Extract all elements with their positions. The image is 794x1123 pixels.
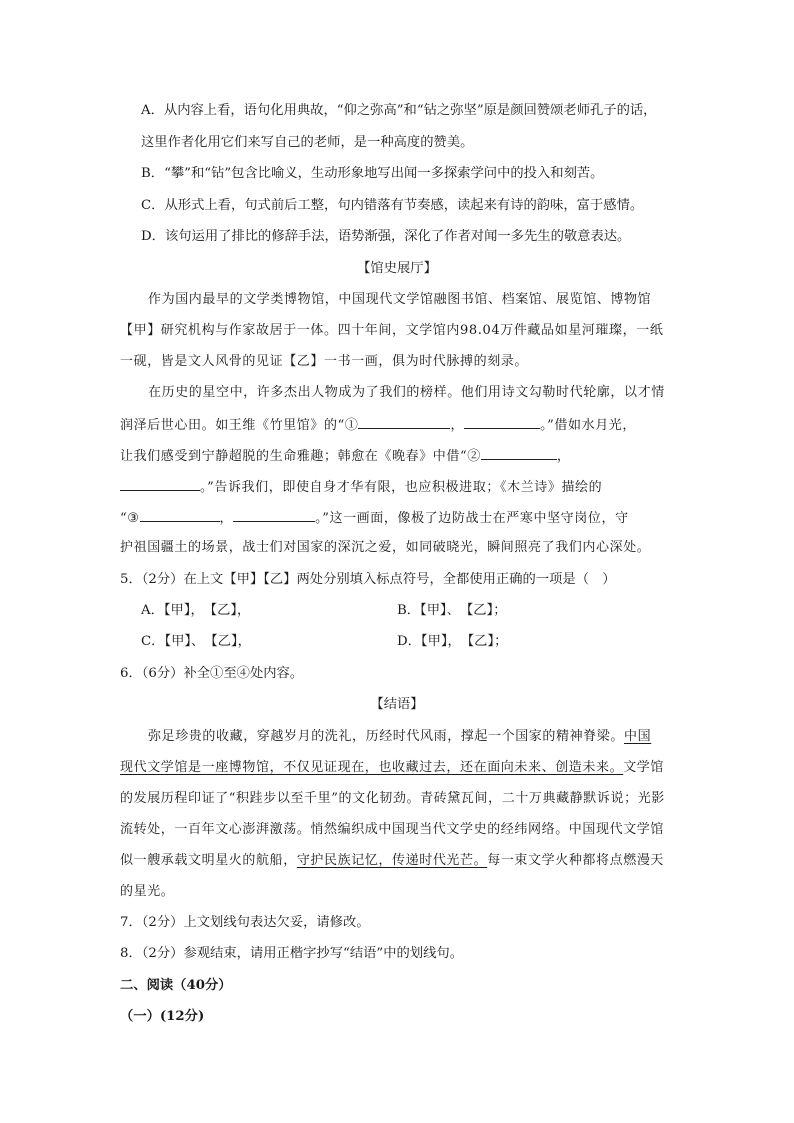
end-line3: 的发展历程印证了“积跬步以至千里”的文化韧劲。青砖黛瓦间，二十万典藏静默诉说；光影 [120, 791, 665, 806]
end-line6: 的星光。 [120, 884, 175, 899]
hall-p1-line1: 作为国内最早的文学类博物馆，中国现代文学馆融图书馆、档案馆、展览馆、博物馆 [148, 292, 652, 307]
hall-p1-line2: 【甲】研究机构与作家故居于一体。四十年间，文学馆内98.04万件藏品如星河璀璨，一纸 [120, 323, 664, 338]
fill-blank-3b[interactable] [233, 507, 315, 522]
hall-p2-line4: 。”告诉我们，即使自身才华有限，也应积极进取；《木兰诗》描绘的 [120, 476, 602, 498]
end-line2: 现代文学馆是一座博物馆，不仅见证现在，也收藏过去，还在面向未来、创造未来。文学馆 [120, 760, 665, 775]
hall-p2-line3: 让我们感受到宁静超脱的生命雅趣；韩愈在《晚春》中借“② ， [120, 445, 570, 467]
q5-option-d[interactable]: D．【甲】， 【乙】； [397, 634, 508, 649]
underlined-sentence-2: 守护民族记忆，传递时代光芒。 [296, 853, 488, 868]
hall-p2-line5: “③ ， 。”这一画面，像极了边防战士在严寒中坚守岗位，守 [120, 507, 629, 529]
section-title-end: 【结语】 [370, 697, 424, 712]
q5-stem: 5．（2分）在上文【甲】【乙】两处分别填入标点符号，全都使用正确的一项是（ ） [120, 572, 616, 587]
end-line1: 弥足珍贵的收藏，穿越岁月的洗礼，历经时代风雨，撑起一个国家的精神脊梁。中国 [148, 729, 652, 744]
fill-blank-2a[interactable] [481, 445, 557, 460]
hall-p2-line2: 润泽后世心田。如王维《竹里馆》的“① ， 。”借如水月光， [120, 414, 636, 436]
option-c: C．从形式上看，句式前后工整，句内错落有节奏感，读起来有诗的韵味，富于感情。 [141, 198, 644, 213]
end-line5: 似一艘承载文明星火的航船，守护民族记忆，传递时代光芒。每一束文学火种都将点燃漫天 [120, 853, 665, 868]
q8-stem: 8．（2分）参观结束，请用正楷字抄写“结语”中的划线句。 [120, 946, 463, 961]
option-a-line1: A．从内容上看，语句化用典故，“仰之弥高”和“钻之弥坚”原是颜回赞颂老师孔子的话， [141, 103, 657, 118]
part2-title: 二、阅读（40分） [120, 978, 232, 993]
q5-option-c[interactable]: C．【甲】、 【乙】， [141, 634, 251, 649]
end-line4: 流转处，一百年文心澎湃激荡。悄然编织成中国现当代文学史的经纬网络。中国现代文学馆 [120, 822, 665, 837]
underlined-sentence-1: 现代文学馆是一座博物馆，不仅见证现在，也收藏过去，还在面向未来、创造未来。 [120, 760, 624, 775]
q6-stem: 6．（6分）补全①至④处内容。 [120, 666, 304, 681]
q5-option-b[interactable]: B．【甲】、 【乙】； [397, 603, 507, 618]
q7-stem: 7．（2分）上文划线句表达欠妥，请修改。 [120, 915, 370, 930]
hall-p2-line1: 在历史的星空中，许多杰出人物成为了我们的榜样。他们用诗文勾勒时代轮廓，以才情 [148, 385, 665, 400]
fill-blank-1a[interactable] [358, 414, 450, 429]
option-d: D．该句运用了排比的修辞手法，语势渐强，深化了作者对闻一多先生的敬意表达。 [141, 229, 631, 244]
option-a-line2: 这里作者化用它们来写自己的老师，是一种高度的赞美。 [141, 135, 474, 150]
fill-blank-3a[interactable] [140, 507, 220, 522]
q5-option-a[interactable]: A．【甲】， 【乙】， [141, 603, 251, 618]
option-b: B．“攀”和“钻”包含比喻义，生动形象地写出闻一多探索学问中的投入和刻苦。 [141, 166, 604, 181]
section-title-hall: 【馆史展厅】 [357, 261, 437, 276]
fill-blank-2b[interactable] [120, 476, 200, 491]
hall-p2-line6: 护祖国疆土的场景，战士们对国家的深沉之爱，如同破晓光，瞬间照亮了我们内心深处。 [120, 540, 651, 555]
part2-subtitle: （一）(12分) [120, 1009, 205, 1024]
hall-p1-line3: 一砚，皆是文人风骨的见证【乙】一书一画，俱为时代脉搏的刻录。 [120, 354, 529, 369]
fill-blank-1b[interactable] [464, 414, 540, 429]
